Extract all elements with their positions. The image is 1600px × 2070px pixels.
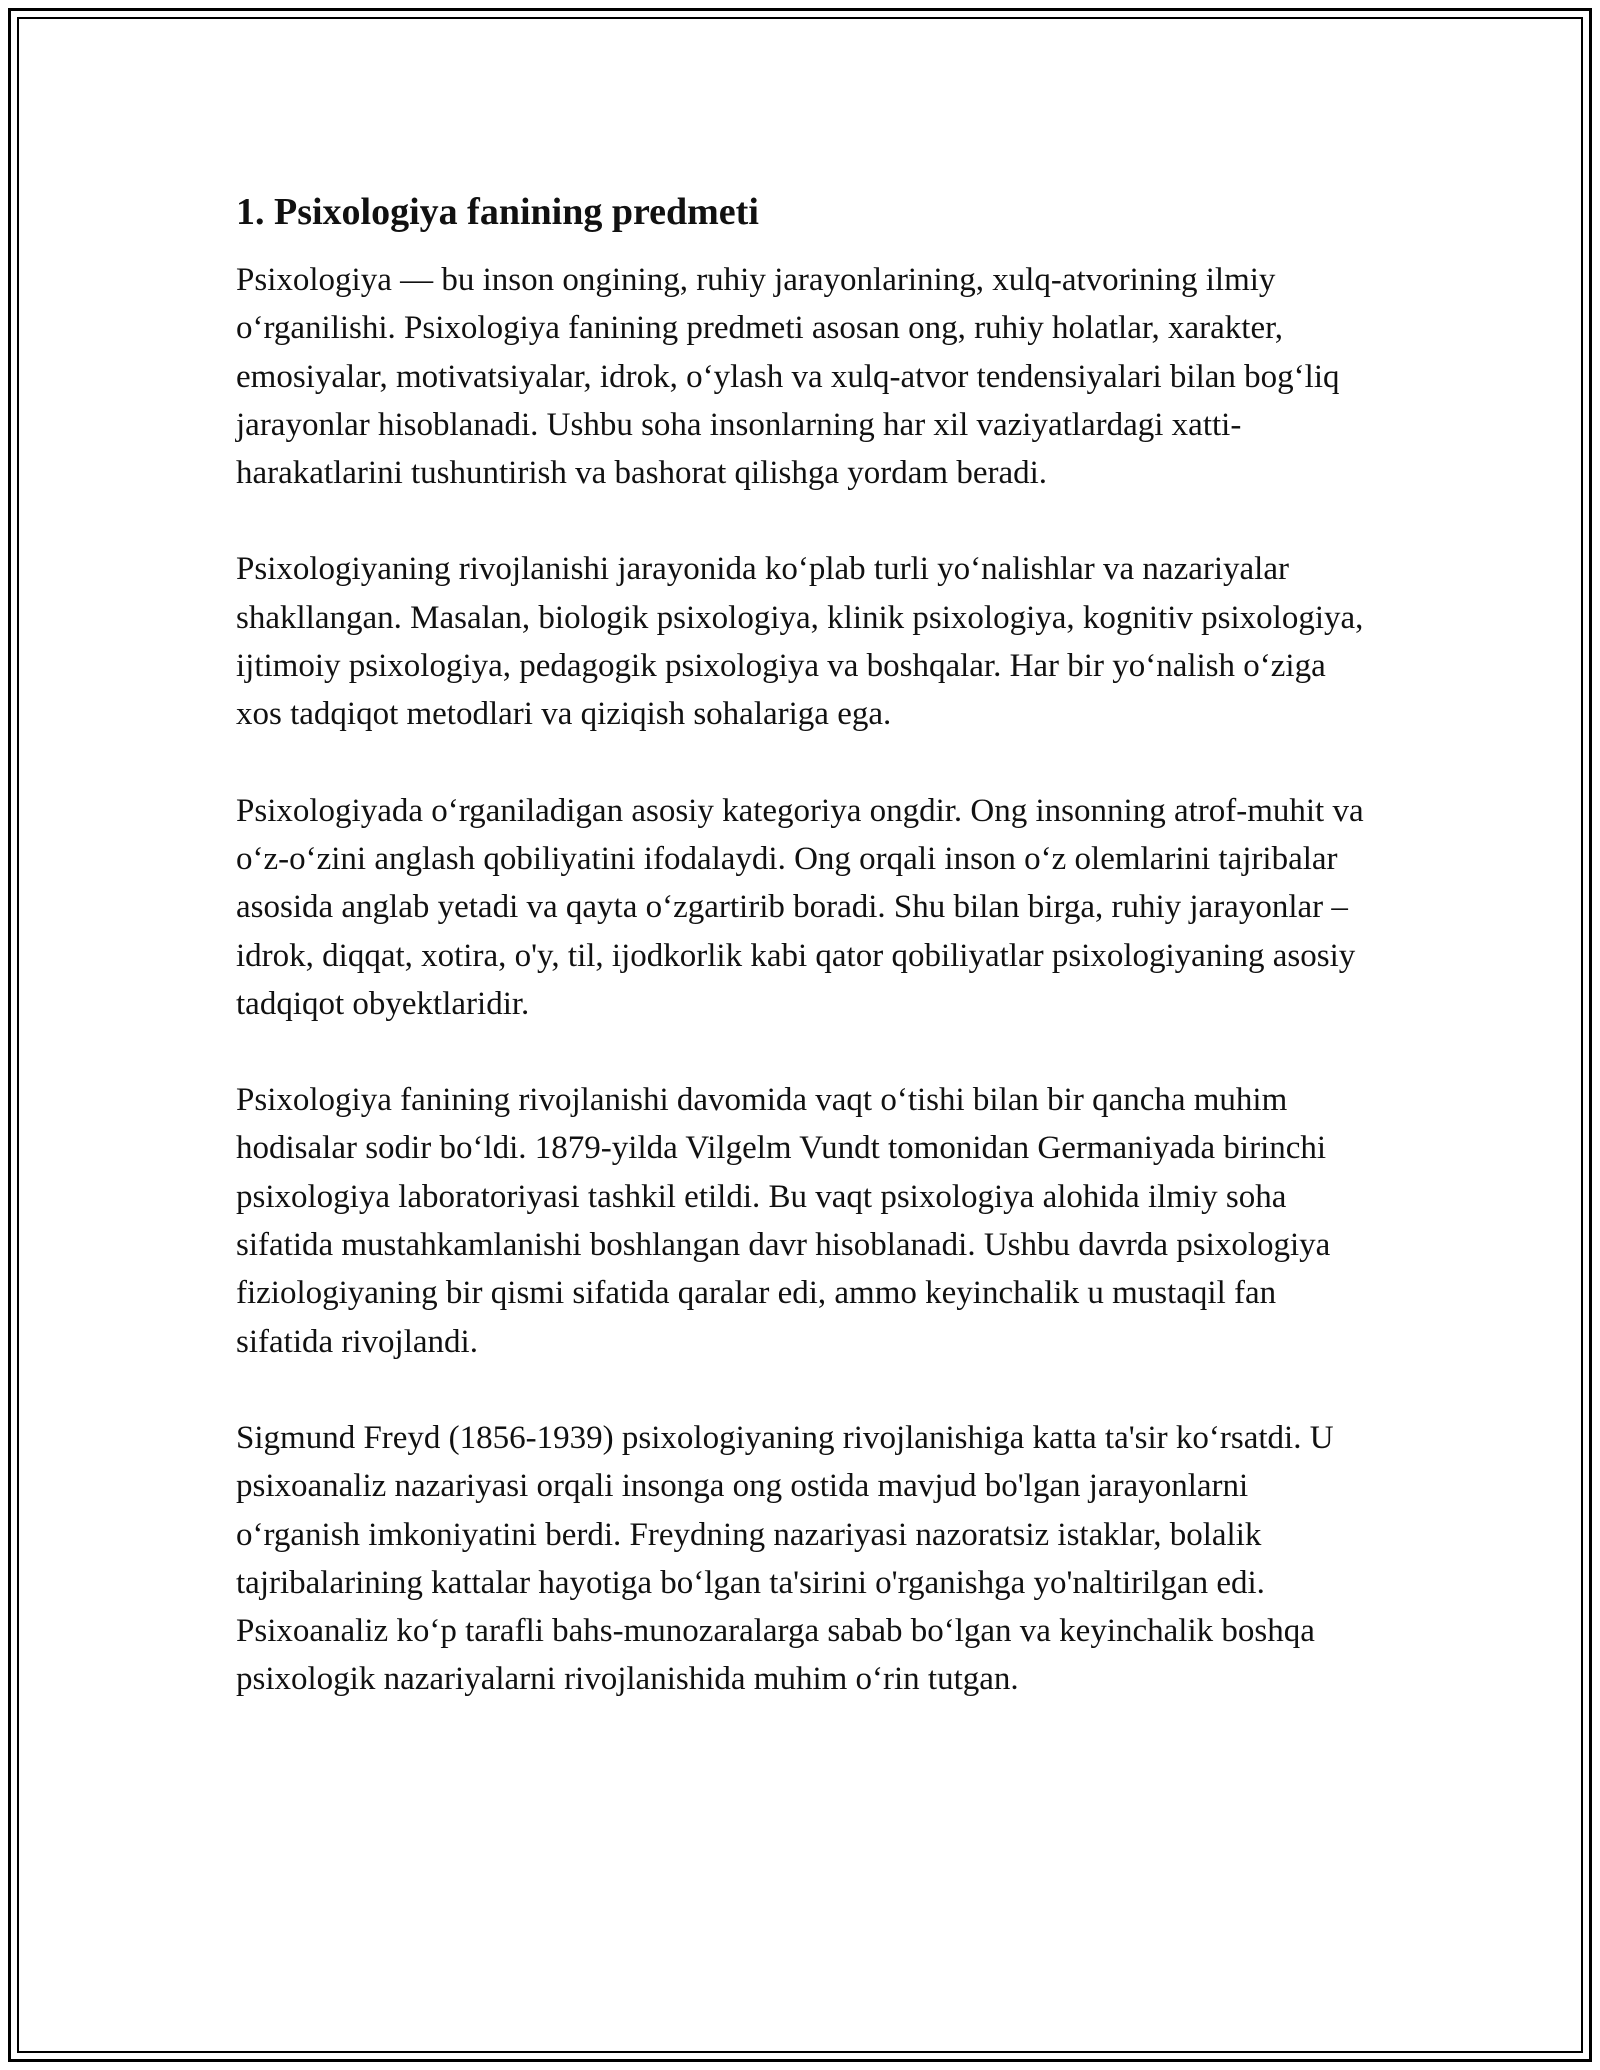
document-body <box>236 186 1376 1752</box>
paragraph-3: Psixologiyada o‘rganiladigan asosiy kategoriya ongdir. Ong insonning atrof-muhit va o‘z-o‘zini anglash qobiliyatini ifodalaydi. Ong orqali inson o‘z olemlarini tajribalar asosida anglab yetadi va qayta o‘zgartirib boradi. Shu bilan birga, ruhiy jarayonlar – idrok, diqqat, xotira, o'y, til, ijodkorlik kabi qator qobiliyatlar psixologiyaning asosiy tadqiqot obyektlaridir. <box>236 792 1364 1022</box>
paragraph-1: Psixologiya — bu inson ongining, ruhiy jarayonlarining, xulq-atvorining ilmiy o‘rganilishi. Psixologiya fanining predmeti asosan ong, ruhiy holatlar, xarakter, emosiyalar, motivatsiyalar, idrok, o‘ylash va xulq-atvor tendensiyalari bilan bog‘liq jarayonlar hisoblanadi. Ushbu soha insonlarning har xil vaziyatlardagi xatti-harakatlarini tushuntirish va bashorat qilishga yordam beradi. <box>236 262 1340 492</box>
section-title: 1. Psixologiya fanining predmeti <box>236 191 759 233</box>
paragraph-2: Psixologiyaning rivojlanishi jarayonida ko‘plab turli yo‘nalishlar va nazariyalar shakllangan. Masalan, biologik psixologiya, klinik psixologiya, kognitiv psixologiya, ijtimoiy psixologiya, pedagogik psixologiya va boshqalar. Har bir yo‘nalish o‘ziga xos tadqiqot metodlari va qiziqish sohalariga ega. <box>236 551 1364 733</box>
paragraph-5: Sigmund Freyd (1856-1939) psixologiyaning rivojlanishiga katta ta'sir ko‘rsatdi. U psixoanaliz nazariyasi orqali insonga ong ostida mavjud bo'lgan jarayonlarni o‘rganish imkoniyatini berdi. Freydning nazariyasi nazoratsiz istaklar, bolalik tajribalarining kattalar hayotiga bo‘lgan ta'sirini o'rganishga yo'naltirilgan edi. Psixoanaliz ko‘p tarafli bahs-munozaralarga sabab bo‘lgan va keyinchalik boshqa psixologik nazariyalarni rivojlanishida muhim o‘rin tutgan. <box>236 1419 1334 1698</box>
paragraph-4: Psixologiya fanining rivojlanishi davomida vaqt o‘tishi bilan bir qancha muhim hodisalar sodir bo‘ldi. 1879-yilda Vilgelm Vundt tomonidan Germaniyada birinchi psixologiya laboratoriyasi tashkil etildi. Bu vaqt psixologiya alohida ilmiy soha sifatida mustahkamlanishi boshlangan davr hisoblanadi. Ushbu davrda psixologiya fiziologiyaning bir qismi sifatida qaralar edi, ammo keyinchalik u mustaqil fan sifatida rivojlandi. <box>236 1082 1331 1360</box>
